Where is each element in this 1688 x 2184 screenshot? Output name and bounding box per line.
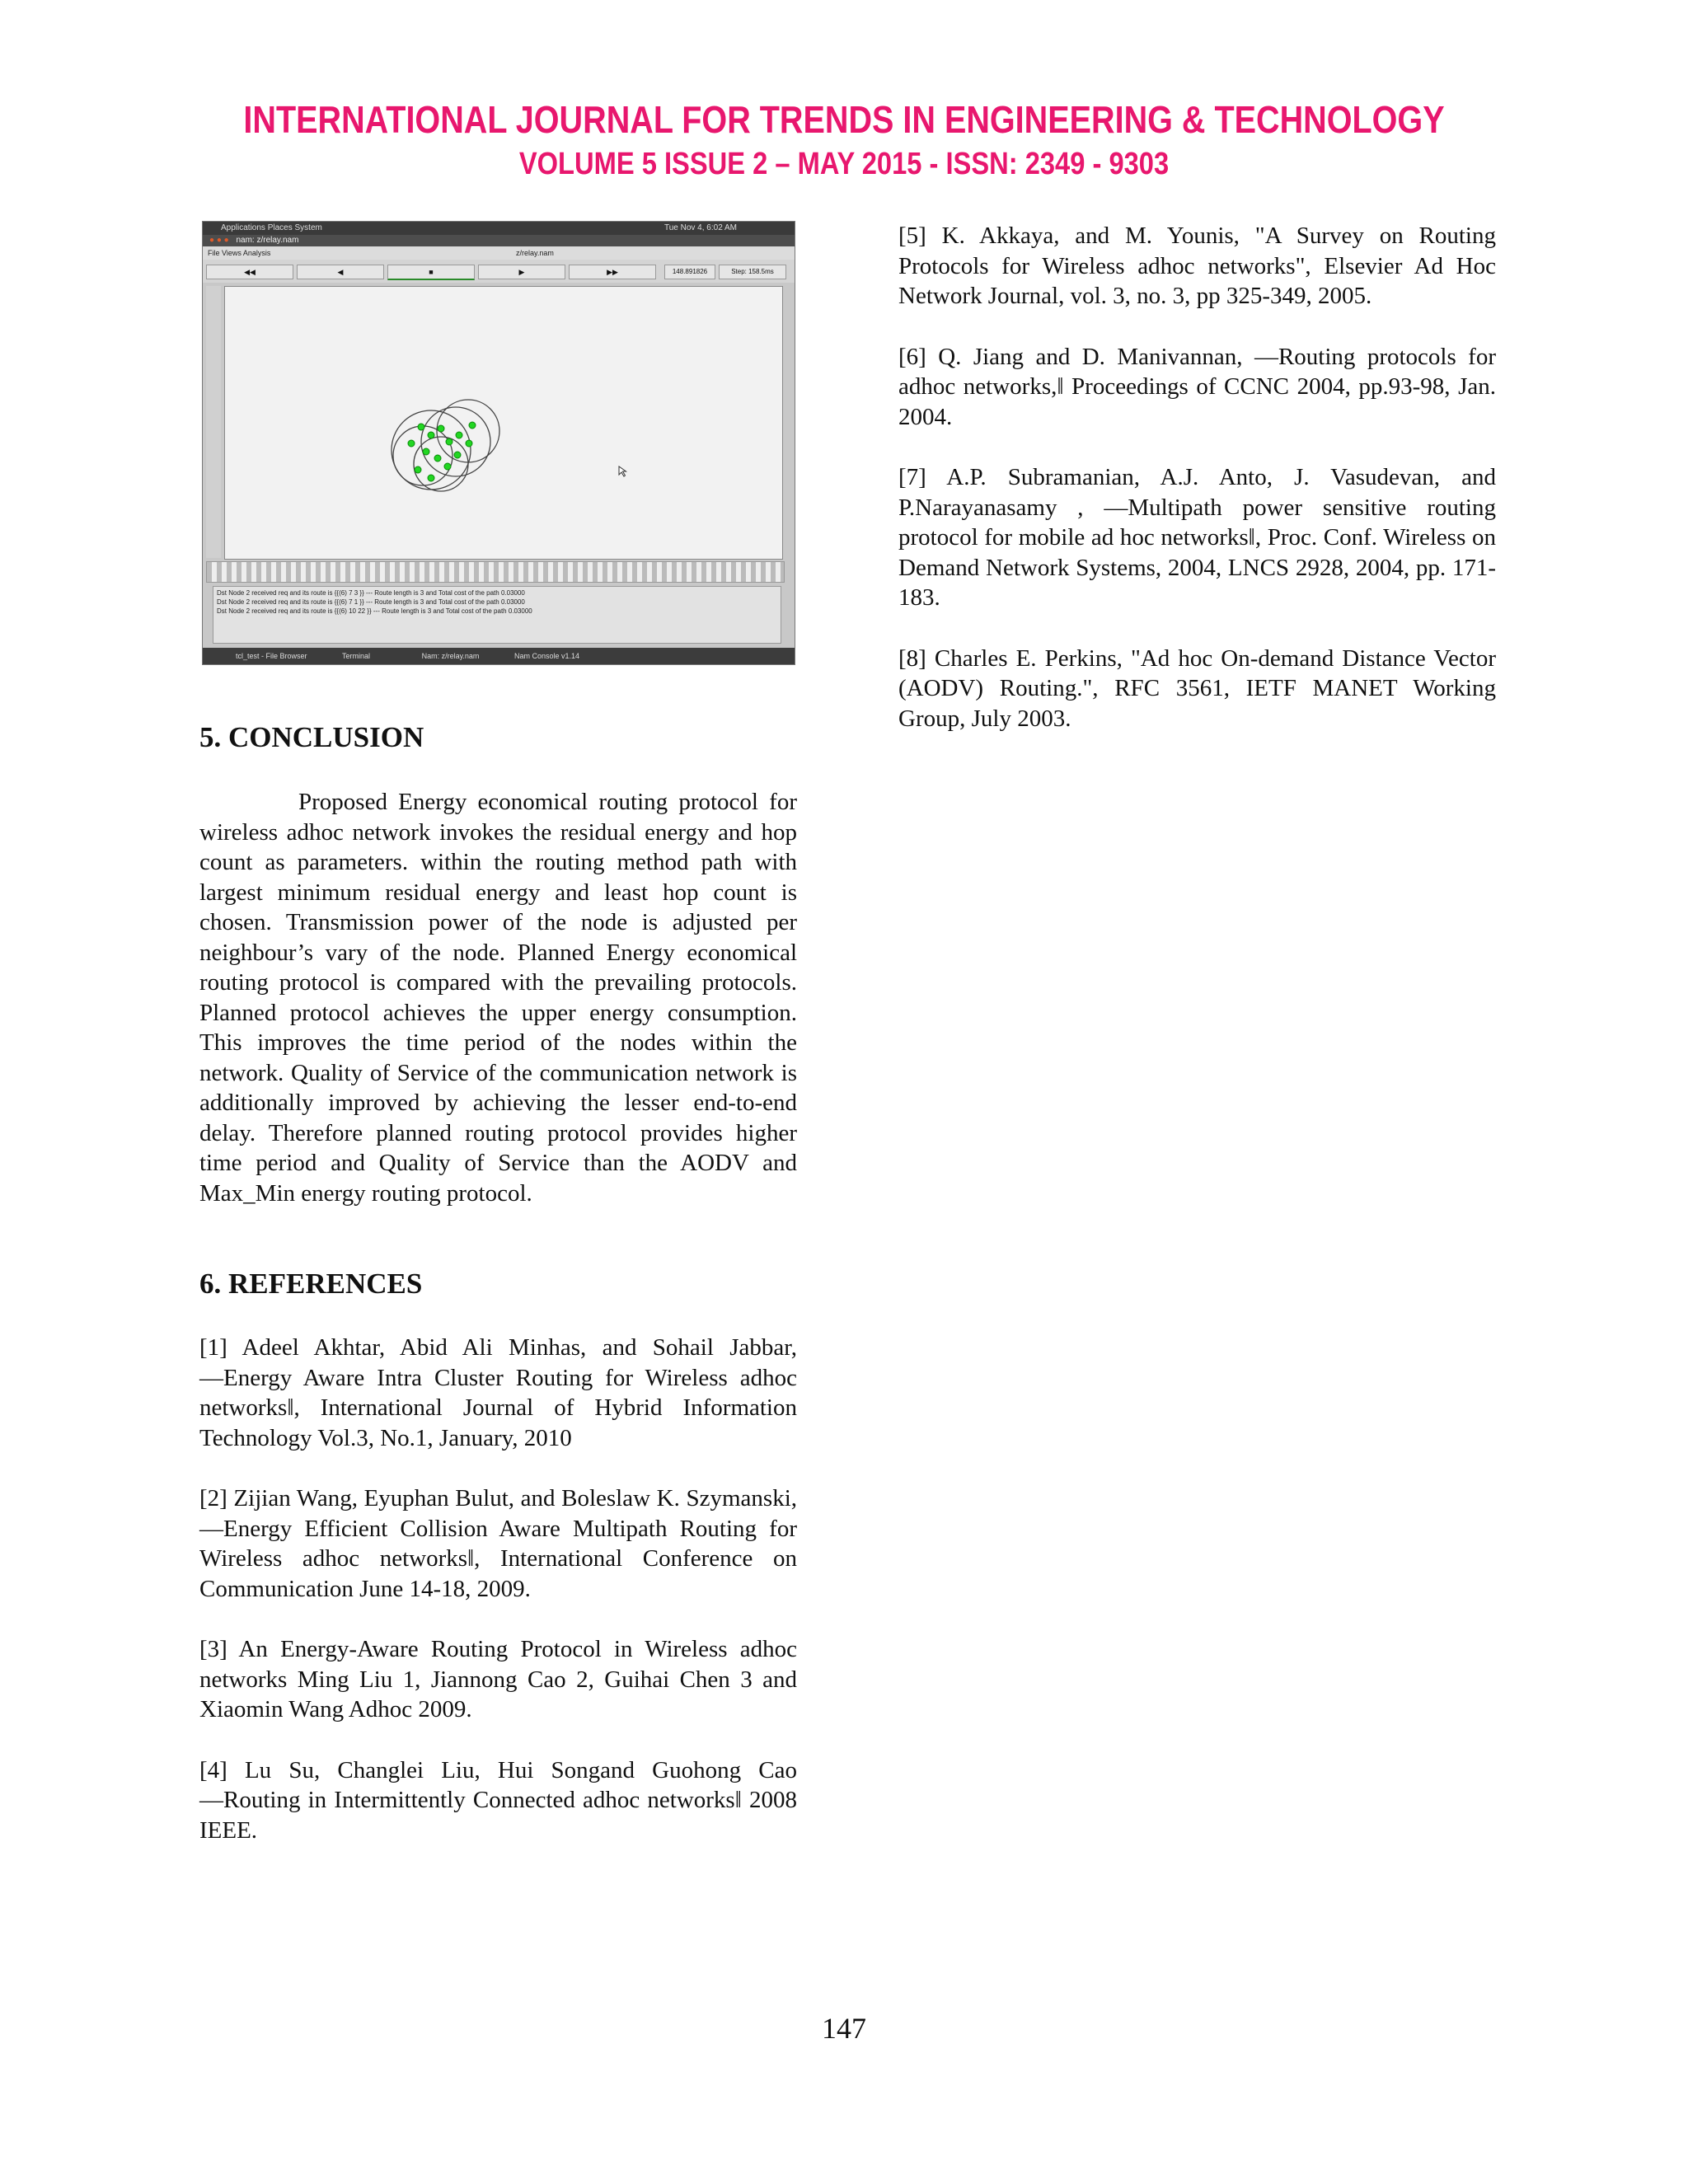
range-circle <box>393 426 452 485</box>
page-number: 147 <box>822 2012 866 2045</box>
desktop-taskbar <box>203 648 795 664</box>
reference-item: [5] K. Akkaya, and M. Younis, "A Survey on Routing Protocols for Wireless adhoc networks", Elsevier Ad Hoc Network Journal, vol. 3, no. 3, pp 325-349, 2005. <box>898 223 1496 309</box>
node <box>428 475 434 481</box>
node <box>469 422 476 429</box>
console-line: Dst Node 2 received req and its route is {{(6) 10 22 }} --- Route length is 3 and Total cost of the path 0.03000 <box>217 607 532 615</box>
reference-item: [4] Lu Su, Changlei Liu, Hui Songand Guohong Cao ―Routing in Intermittently Connected adhoc networks‖ 2008 IEEE. <box>199 1756 797 1844</box>
stop-button: ■ <box>387 265 475 280</box>
nam-menubar <box>203 246 795 260</box>
reference-item: [6] Q. Jiang and D. Manivannan, ―Routing protocols for adhoc networks,‖ Proceedings of CCNC 2004, pp.93-98, Jan. 2004. <box>898 343 1496 430</box>
conclusion-heading: 5. CONCLUSION <box>199 721 424 753</box>
taskbar-item: Nam: z/relay.nam <box>421 652 480 660</box>
window-title: nam: z/relay.nam <box>236 236 299 245</box>
reference-item: [1] Adeel Akhtar, Abid Ali Minhas, and Sohail Jabbar, ―Energy Aware Intra Cluster Routing for Wireless adhoc networks‖, International Journal of Hybrid Information Technology Vol.3, No.1, January, 2010 <box>199 1334 797 1451</box>
clock-label: Tue Nov 4, 6:02 AM <box>663 223 737 232</box>
conclusion-body: Proposed Energy economical routing protocol for wireless adhoc network invokes the residual energy and hop count as parameters. within the routing method path with largest minimum residual energy and least hop count is chosen. Transmission power of the node is adjusted per neighbour’s vary of the node. Planned Energy economical routing protocol is compared with the prevailing protocols. Planned protocol achieves the upper energy consumption. This improves the time period of the nodes within the network. Quality of Service of the communication network is additionally improved by achieving the lesser end-to-end delay. Therefore planned routing protocol provides higher time period and Quality of Service than the AODV and Max_Min energy routing protocol. <box>199 789 797 1207</box>
reference-item: [7] A.P. Subramanian, A.J. Anto, J. Vasudevan, and P.Narayanasamy , ―Multipath power sensitive routing protocol for mobile ad hoc networks‖, Proc. Conf. Wireless on Demand Network Systems, 2004, LNCS 2928, 2004, pp. 171-183. <box>898 464 1496 611</box>
references-list-left <box>199 1333 797 1876</box>
taskbar-item: Nam Console v1.14 <box>513 652 579 660</box>
node <box>466 440 472 447</box>
taskbar-item: Terminal <box>342 652 371 660</box>
back-button: ◀ <box>297 265 384 279</box>
node <box>434 455 441 462</box>
play-button: ▶ <box>478 265 565 279</box>
desktop-top-panel <box>203 222 795 235</box>
node <box>456 432 462 438</box>
nam-screenshot-figure <box>202 221 795 665</box>
node <box>438 425 444 432</box>
playback-controls <box>203 260 795 283</box>
nam-console-output <box>213 586 781 644</box>
taskbar-item: tcl_test - File Browser <box>236 652 307 660</box>
nam-file-label: z/relay.nam <box>516 249 554 257</box>
reference-item: [3] An Energy-Aware Routing Protocol in Wireless adhoc networks Ming Liu 1, Jiannong Cao 2, Guihai Chen 3 and Xiaomin Wang Adhoc 2009. <box>199 1636 797 1722</box>
mouse-cursor-icon <box>619 466 626 476</box>
journal-issue: VOLUME 5 ISSUE 2 – MAY 2015 - ISSN: 2349 - 9303 <box>518 147 1170 181</box>
node <box>418 424 424 430</box>
fast-forward-button: ▶▶ <box>569 265 656 279</box>
node <box>408 440 415 447</box>
range-circle <box>414 437 468 491</box>
rewind-button: ◀◀ <box>206 265 293 279</box>
window-titlebar: ● ● ● nam: z/relay.nam <box>203 235 795 246</box>
node <box>454 452 461 458</box>
network-canvas <box>224 286 783 560</box>
step-readout: Step: 158.5ms <box>719 265 786 279</box>
journal-title: INTERNATIONAL JOURNAL FOR TRENDS IN ENGINEERING & TECHNOLOGY <box>243 98 1445 141</box>
time-readout: 148.891826 <box>664 265 715 279</box>
references-list-right <box>898 221 1496 764</box>
node <box>446 438 452 445</box>
node <box>428 432 434 438</box>
nam-menu-items: File Views Analysis <box>208 249 271 257</box>
node <box>423 448 429 455</box>
timeline-slider <box>206 561 785 583</box>
network-topology-svg <box>225 287 782 559</box>
node <box>415 466 421 473</box>
desktop-menu-label: Applications Places System <box>221 223 322 232</box>
reference-item: [2] Zijian Wang, Eyuphan Bulut, and Boleslaw K. Szymanski, ―Energy Efficient Collision Aware Multipath Routing for Wireless adhoc networks‖, International Conference on Communication June 14-18, 2009. <box>199 1485 797 1602</box>
references-heading: 6. REFERENCES <box>199 1268 423 1300</box>
console-line: Dst Node 2 received req and its route is {{(6) 7 1 }} --- Route length is 3 and Total cost of the path 0.03000 <box>217 598 525 606</box>
console-line: Dst Node 2 received req and its route is {{(6) 7 3 }} --- Route length is 3 and Total cost of the path 0.03000 <box>217 589 525 597</box>
reference-item: [8] Charles E. Perkins, "Ad hoc On-demand Distance Vector (AODV) Routing.", RFC 3561, IETF MANET Working Group, July 2003. <box>898 644 1496 732</box>
zoom-toolstrip <box>206 286 221 558</box>
node <box>444 463 451 470</box>
